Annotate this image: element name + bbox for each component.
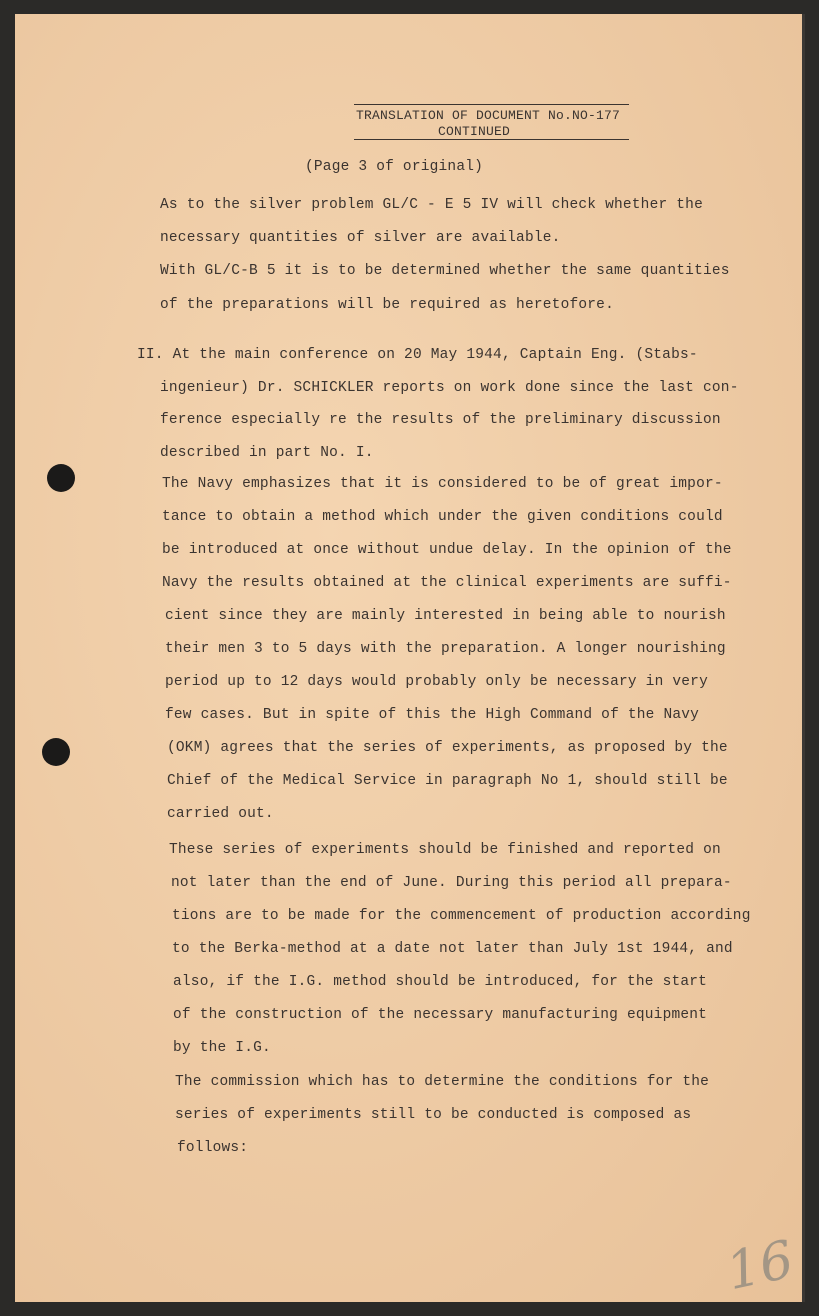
body-line: The Navy emphasizes that it is considered to be of great impor-	[162, 476, 723, 492]
body-line: few cases. But in spite of this the High Command of the Navy	[165, 707, 700, 723]
body-line: necessary quantities of silver are available.	[160, 230, 561, 246]
header-title: TRANSLATION OF DOCUMENT No.NO-177	[356, 108, 621, 123]
body-line: Navy the results obtained at the clinical experiments are suffi-	[162, 575, 732, 591]
body-line: be introduced at once without undue delay. In the opinion of the	[162, 542, 732, 558]
body-line: As to the silver problem GL/C - E 5 IV will check whether the	[160, 197, 703, 213]
body-line: II. At the main conference on 20 May 1944, Captain Eng. (Stabs-	[137, 347, 698, 363]
body-line: series of experiments still to be conducted is composed as	[175, 1107, 692, 1123]
body-line: (OKM) agrees that the series of experiments, as proposed by the	[167, 740, 728, 756]
header-subtitle: CONTINUED	[438, 124, 511, 139]
body-line: The commission which has to determine the conditions for the	[175, 1074, 710, 1090]
body-line: not later than the end of June. During this period all prepara-	[171, 875, 732, 891]
body-line: described in part No. I.	[160, 445, 374, 461]
body-line: their men 3 to 5 days with the preparation. A longer nourishing	[165, 641, 726, 657]
body-line: With GL/C-B 5 it is to be determined whether the same quantities	[160, 263, 730, 279]
header-rule-top	[354, 104, 629, 105]
body-line: These series of experiments should be finished and reported on	[169, 842, 721, 858]
punch-hole	[47, 464, 75, 492]
body-line: of the construction of the necessary manufacturing equipment	[173, 1007, 708, 1023]
body-line: carried out.	[167, 806, 274, 822]
body-line: also, if the I.G. method should be introduced, for the start	[173, 974, 708, 990]
body-line: of the preparations will be required as heretofore.	[160, 297, 614, 313]
handwritten-page-number: 16	[721, 1229, 799, 1303]
punch-hole	[42, 738, 70, 766]
body-line: tance to obtain a method which under the given conditions could	[162, 509, 723, 525]
page-reference: (Page 3 of original)	[305, 159, 484, 175]
body-line: follows:	[177, 1140, 249, 1156]
body-line: cient since they are mainly interested in being able to nourish	[165, 608, 726, 624]
body-line: period up to 12 days would probably only be necessary in very	[165, 674, 708, 690]
header-rule-bottom	[354, 139, 629, 140]
body-line: ference especially re the results of the preliminary discussion	[160, 412, 721, 428]
body-line: Chief of the Medical Service in paragraph No 1, should still be	[167, 773, 728, 789]
document-page	[15, 14, 805, 1302]
body-line: tions are to be made for the commencement of production according	[172, 908, 751, 924]
body-line: by the I.G.	[173, 1040, 271, 1056]
body-line: to the Berka-method at a date not later than July 1st 1944, and	[172, 941, 733, 957]
body-line: ingenieur) Dr. SCHICKLER reports on work done since the last con-	[160, 380, 739, 396]
